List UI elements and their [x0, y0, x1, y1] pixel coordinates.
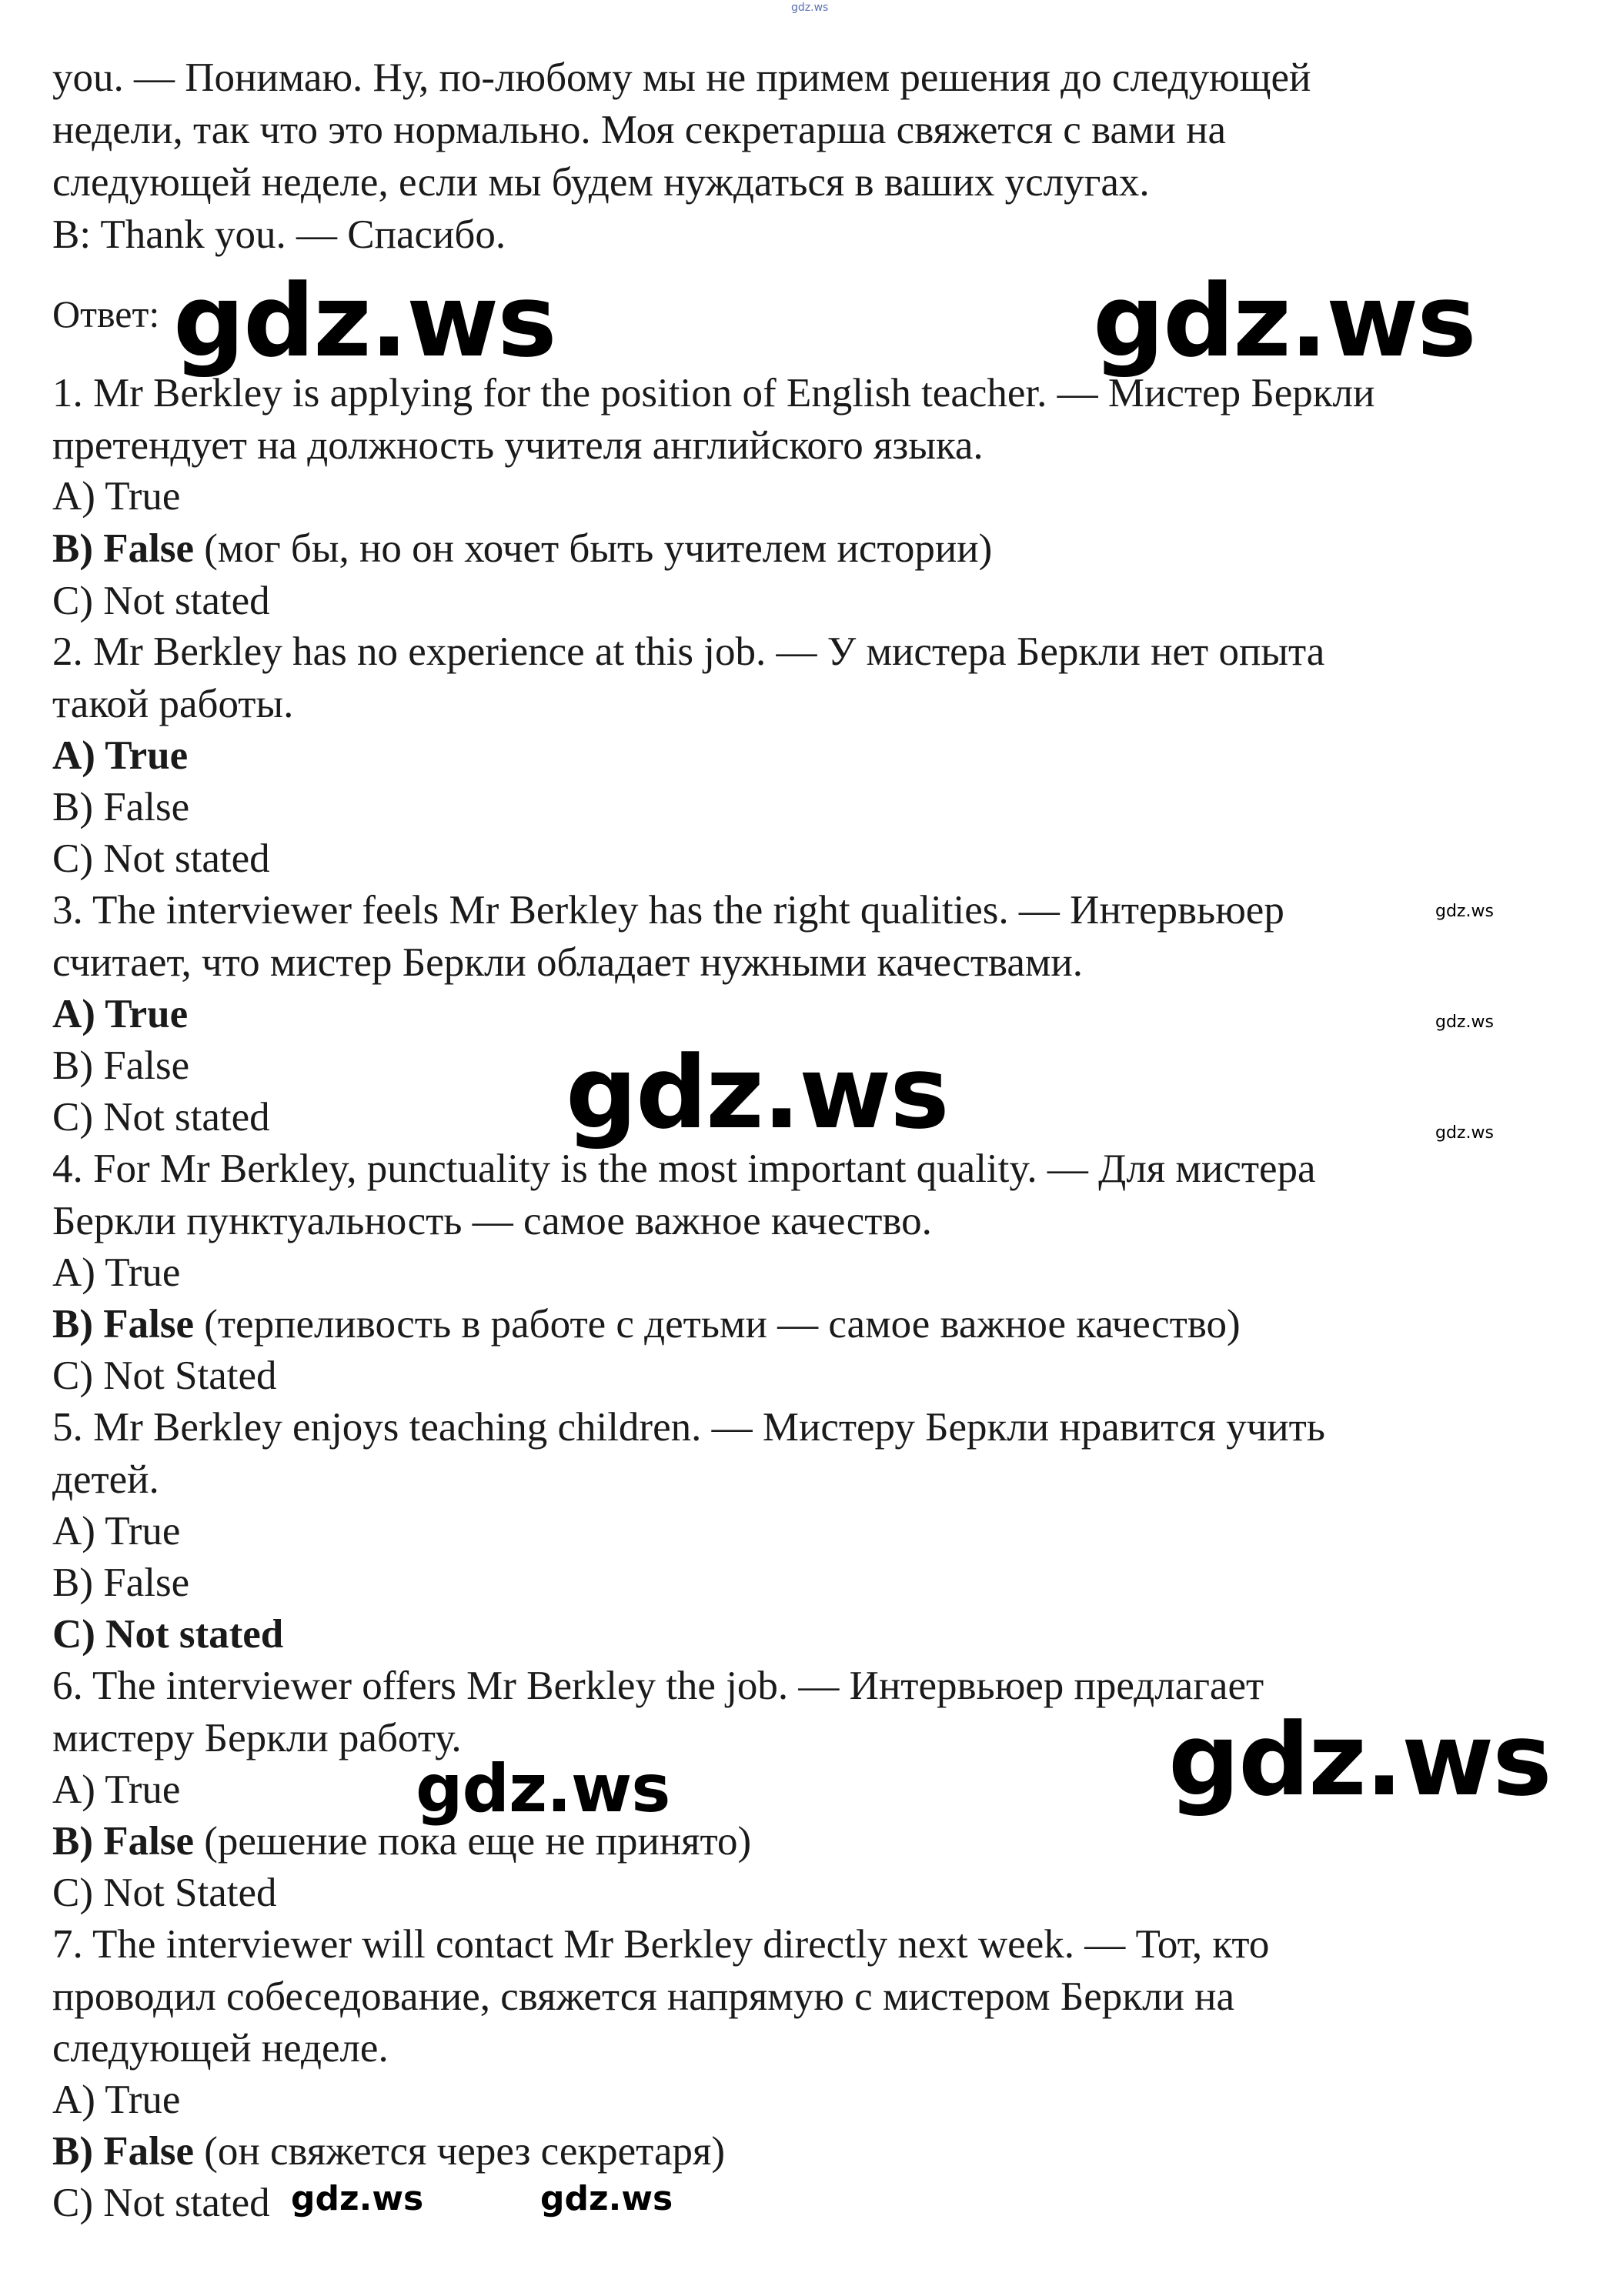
- question-4-text: 4. For Mr Berkley, punctuality is the most important quality. — Для мистера: [52, 1146, 1316, 1191]
- answer-note: (мог бы, но он хочет быть учителем истории): [194, 526, 993, 571]
- question-2-text: 2. Mr Berkley has no experience at this job. — У мистера Беркли нет опыта: [52, 629, 1325, 674]
- watermark: gdz.ws: [1168, 1701, 1551, 1818]
- option-c-correct: [52, 1609, 283, 1660]
- correct-answer: B) False: [52, 1302, 194, 1347]
- correct-answer: B) False: [52, 526, 194, 571]
- answer-note: (он свяжется через секретаря): [194, 2129, 726, 2174]
- question-7-text-cont: проводил собеседование, свяжется напрямую с мистером Беркли на: [52, 1974, 1234, 2019]
- option-a: A) True: [52, 1767, 181, 1812]
- question-5-text: 5. Mr Berkley enjoys teaching children. — Мистеру Беркли нравится учить: [52, 1405, 1325, 1450]
- correct-answer: B) False: [52, 1819, 194, 1864]
- question-6-text-cont: мистеру Беркли работу.: [52, 1716, 462, 1760]
- answer-note: (терпеливость в работе с детьми — самое важное качество): [194, 1302, 1241, 1347]
- question-6-text: 6. The interviewer offers Mr Berkley the job. — Интервьюер предлагает: [52, 1664, 1264, 1708]
- question-3-text: 3. The interviewer feels Mr Berkley has the right qualities. — Интервьюер: [52, 888, 1284, 933]
- option-b-correct: [52, 1299, 1241, 1350]
- correct-answer: B) False: [52, 2129, 194, 2174]
- top-watermark: gdz.ws: [791, 2, 829, 14]
- option-b: B) False: [52, 1560, 190, 1605]
- option-b-correct: [52, 523, 992, 574]
- option-b: B) False: [52, 1043, 190, 1088]
- option-a: A) True: [52, 1250, 181, 1295]
- watermark: gdz.ws: [1435, 1123, 1494, 1143]
- option-c: C) Not Stated: [52, 1871, 277, 1915]
- question-1-text: 1. Mr Berkley is applying for the position of English teacher. — Мистер Беркли: [52, 371, 1375, 415]
- question-5-text-cont: детей.: [52, 1457, 159, 1502]
- option-b: B) False: [52, 785, 190, 829]
- question-7-text-cont: следующей неделе.: [52, 2026, 389, 2071]
- option-c: C) Not stated: [52, 579, 270, 623]
- watermark: gdz.ws: [291, 2179, 424, 2218]
- correct-answer: A) True: [52, 733, 189, 778]
- option-c: C) Not stated: [52, 1095, 270, 1140]
- watermark: gdz.ws: [1435, 1013, 1494, 1032]
- correct-answer: A) True: [52, 992, 189, 1036]
- answer-label: Ответ:: [52, 292, 160, 335]
- option-a: A) True: [52, 474, 181, 519]
- text-line: you. — Понимаю. Ну, по-любому мы не примем решения до следующей: [52, 55, 1311, 100]
- option-a: A) True: [52, 1509, 181, 1553]
- watermark: gdz.ws: [566, 1034, 948, 1151]
- question-3-text-cont: считает, что мистер Беркли обладает нужными качествами.: [52, 940, 1084, 985]
- option-c: C) Not stated: [52, 836, 270, 881]
- option-b-correct: [52, 2126, 725, 2177]
- answer-note: (решение пока еще не принято): [194, 1819, 752, 1864]
- option-c: C) Not stated: [52, 2181, 270, 2225]
- text-line: B: Thank you. — Спасибо.: [52, 212, 506, 257]
- question-4-text-cont: Беркли пунктуальность — самое важное качество.: [52, 1199, 932, 1243]
- text-line: следующей неделе, если мы будем нуждаться в ваших услугах.: [52, 160, 1150, 205]
- option-a: A) True: [52, 2077, 181, 2122]
- watermark: gdz.ws: [1093, 262, 1475, 379]
- watermark: gdz.ws: [540, 2179, 673, 2218]
- option-c: C) Not Stated: [52, 1353, 277, 1398]
- question-2-text-cont: такой работы.: [52, 682, 294, 726]
- question-1-text-cont: претендует на должность учителя английского языка.: [52, 423, 984, 468]
- watermark: gdz.ws: [173, 262, 556, 379]
- option-a-correct: [52, 730, 188, 781]
- watermark: gdz.ws: [1435, 902, 1494, 921]
- text-line: недели, так что это нормально. Моя секретарша свяжется с вами на: [52, 108, 1226, 152]
- correct-answer: C) Not stated: [52, 1612, 284, 1657]
- watermark: gdz.ws: [416, 1750, 670, 1827]
- option-a-correct: [52, 989, 188, 1040]
- question-7-text: 7. The interviewer will contact Mr Berkley directly next week. — Тот, кто: [52, 1922, 1270, 1967]
